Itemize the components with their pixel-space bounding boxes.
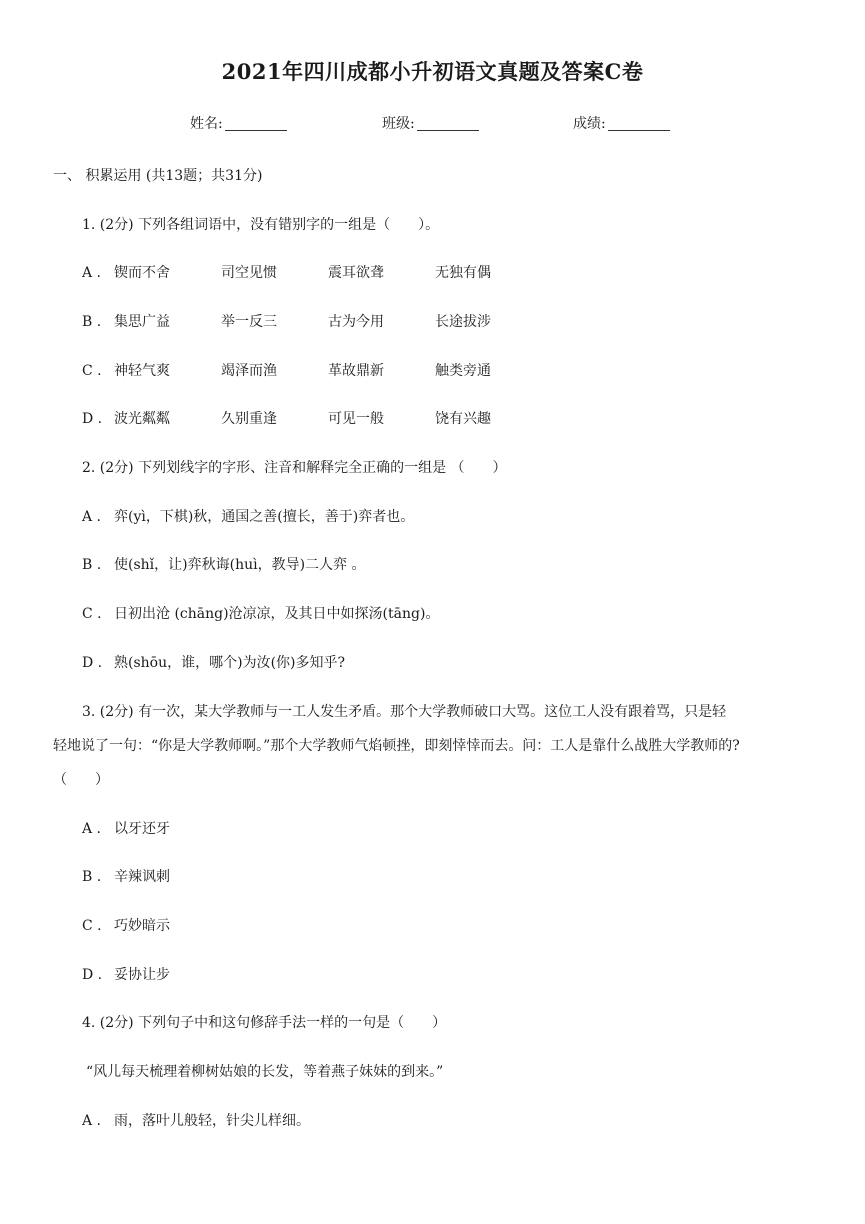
- question-3-stem-line-1: 3. (2分) 有一次，某大学教师与一工人发生矛盾。那个大学教师破口大骂。这位工人没有跟着骂，只是轻: [82, 704, 727, 720]
- option-label: B .: [82, 314, 102, 330]
- name-blank[interactable]: [225, 116, 287, 131]
- score-blank[interactable]: [608, 116, 670, 131]
- option-label: C .: [82, 363, 102, 379]
- option-label: A .: [82, 509, 102, 525]
- word: 神轻气爽: [114, 363, 170, 379]
- q1-option-b[interactable]: [82, 311, 542, 331]
- q2-option-b[interactable]: [82, 554, 366, 574]
- q1-option-a[interactable]: [82, 262, 542, 282]
- option-text: 妥协让步: [114, 967, 170, 983]
- score-label: 成绩:: [573, 116, 606, 132]
- q2-option-c[interactable]: [82, 603, 439, 623]
- class-blank[interactable]: [417, 116, 479, 131]
- class-label: 班级:: [382, 116, 415, 132]
- option-text: 熟(shōu，谁，哪个)为汝(你)多知乎?: [114, 655, 345, 671]
- option-label: D .: [82, 411, 103, 427]
- q1-option-c[interactable]: [82, 360, 542, 380]
- question-3-stem-line-3: （ ）: [53, 772, 109, 788]
- name-label: 姓名:: [190, 116, 223, 132]
- document-title: 2021年四川成都小升初语文真题及答案C卷: [221, 59, 644, 84]
- q3-option-c[interactable]: [82, 915, 170, 935]
- q4-option-a[interactable]: [82, 1110, 310, 1130]
- q2-option-d[interactable]: [82, 652, 345, 672]
- option-text: 弈(yì，下棋)秋，通国之善(擅长，善于)弈者也。: [114, 509, 415, 525]
- word: 锲而不舍: [114, 265, 170, 281]
- word: 可见一般: [328, 411, 384, 427]
- q1-option-d[interactable]: [82, 408, 542, 428]
- q3-option-d[interactable]: [82, 964, 170, 984]
- option-label: A .: [82, 1113, 102, 1129]
- word: 举一反三: [221, 314, 277, 330]
- option-text: 巧妙暗示: [114, 918, 170, 934]
- option-label: D .: [82, 655, 103, 671]
- option-text: 雨，落叶儿般轻，针尖儿样细。: [114, 1113, 310, 1129]
- word: 司空见惯: [221, 265, 277, 281]
- word: 革故鼎新: [328, 363, 384, 379]
- section-heading: 一、 积累运用 (共13题；共31分): [53, 168, 263, 184]
- option-text: 使(shǐ，让)弈秋诲(huì，教导)二人弈 。: [114, 557, 366, 573]
- name-field[interactable]: [190, 113, 287, 133]
- option-text: 辛辣讽刺: [114, 869, 170, 885]
- option-text: 日初出沧 (chāng)沧凉凉，及其日中如探汤(tāng)。: [114, 606, 440, 622]
- question-4-stem: 4. (2分) 下列句子中和这句修辞手法一样的一句是（ ）: [82, 1015, 447, 1031]
- q3-option-b[interactable]: [82, 866, 170, 886]
- option-label: C .: [82, 606, 102, 622]
- option-label: C .: [82, 918, 102, 934]
- option-text: 以牙还牙: [114, 821, 170, 837]
- option-label: A .: [82, 821, 102, 837]
- class-field[interactable]: [382, 113, 479, 133]
- word: 长途拔涉: [435, 314, 491, 330]
- score-field[interactable]: [573, 113, 670, 133]
- q3-option-a[interactable]: [82, 818, 170, 838]
- option-label: B .: [82, 557, 102, 573]
- option-label: A .: [82, 265, 102, 281]
- question-1-stem: 1. (2分) 下列各组词语中，没有错别字的一组是（ ）。: [82, 217, 440, 233]
- word: 古为今用: [328, 314, 384, 330]
- q2-option-a[interactable]: [82, 506, 414, 526]
- option-label: B .: [82, 869, 102, 885]
- word: 触类旁通: [435, 363, 491, 379]
- word: 饶有兴趣: [435, 411, 491, 427]
- word: 竭泽而渔: [221, 363, 277, 379]
- word: 无独有偶: [435, 265, 491, 281]
- option-label: D .: [82, 967, 103, 983]
- question-4-quote: “风儿每天梳理着柳树姑娘的长发，等着燕子妹妹的到来。”: [86, 1064, 444, 1080]
- word: 久别重逢: [221, 411, 277, 427]
- question-3-stem-line-2: 轻地说了一句：“你是大学教师啊。”那个大学教师气焰顿挫，即刻悻悻而去。问：工人是靠什么战胜大学教师的?: [53, 738, 740, 754]
- word: 震耳欲聋: [328, 265, 384, 281]
- question-2-stem: 2. (2分) 下列划线字的字形、注音和解释完全正确的一组是 （ ）: [82, 460, 507, 476]
- word: 集思广益: [114, 314, 170, 330]
- word: 波光粼粼: [114, 411, 170, 427]
